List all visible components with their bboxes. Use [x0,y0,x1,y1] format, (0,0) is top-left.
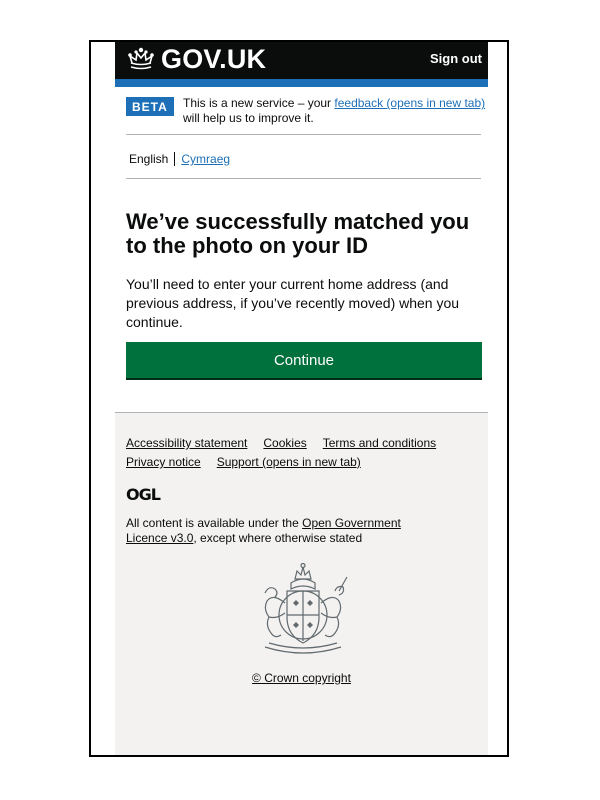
footer-link-accessibility[interactable]: Accessibility statement [126,436,248,450]
language-current: English [129,152,169,166]
crown-icon [126,47,156,71]
open-government-licence-link[interactable]: Open Government Licence v3.0 [126,516,401,545]
page [115,42,488,755]
device-frame [89,40,509,757]
phase-banner-text [183,96,493,126]
footer-link-support[interactable]: Support (opens in new tab) [216,455,361,469]
sign-out-link[interactable]: Sign out [430,51,482,66]
page-title: We’ve successfully matched you to the photo on your ID [126,209,470,258]
govuk-logo-text: GOV.UK [161,43,267,74]
continue-button[interactable]: Continue [126,342,482,378]
language-cymraeg-link[interactable]: Cymraeg [181,152,231,166]
licence-text-after: , except where otherwise stated [193,531,363,545]
copyright-wrapper [115,669,488,687]
divider [126,178,481,179]
ogl-logo-icon [126,486,164,507]
phase-banner-text-after: will help us to improve it. [183,111,314,125]
licence-text [126,516,426,546]
footer-link-privacy[interactable]: Privacy notice [126,455,201,469]
licence-text-before: All content is available under the [126,516,303,530]
divider [126,134,481,135]
crown-copyright-link[interactable]: © Crown copyright [252,671,351,685]
header [115,42,488,79]
language-toggle [129,152,230,166]
header-blue-bar [115,79,488,87]
ogl-logo-text: OGL [126,486,160,502]
beta-tag: BETA [126,97,174,116]
phase-banner-text-before: This is a new service – your [183,96,335,110]
govuk-logo-link[interactable] [126,43,266,75]
feedback-link[interactable]: feedback (opens in new tab) [334,96,486,110]
footer-link-cookies[interactable]: Cookies [263,436,307,450]
footer-links-row-1 [126,436,436,450]
instruction-text: You’ll need to enter your current home address (and previous address, if you’ve recently moved) when you continue. [126,276,460,330]
footer-link-terms[interactable]: Terms and conditions [322,436,437,450]
footer [115,412,488,756]
footer-links-row-2 [126,455,361,469]
language-separator [174,152,175,166]
royal-coat-of-arms-icon [251,563,355,664]
